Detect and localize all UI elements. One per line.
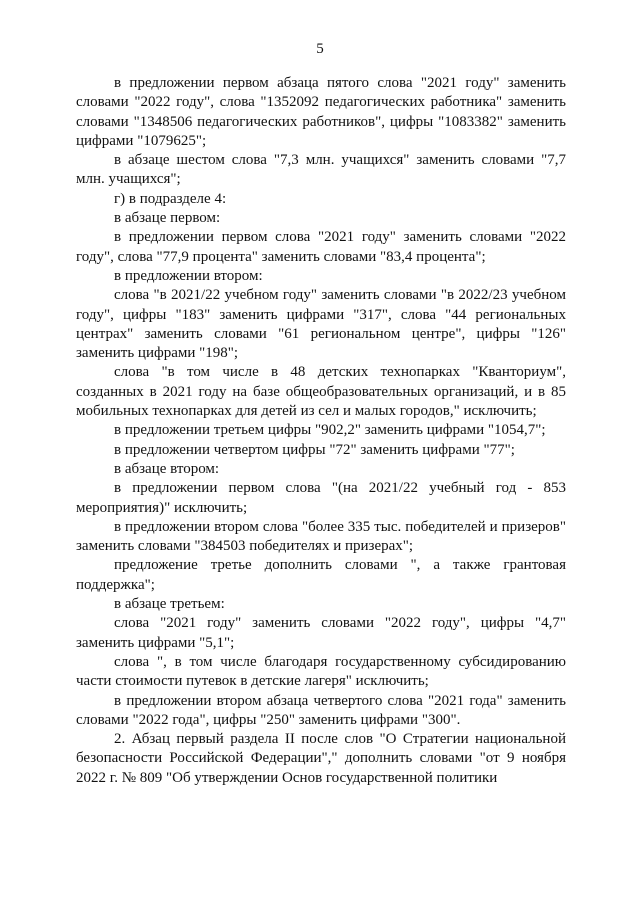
paragraph: в предложении втором абзаца четвертого слова "2021 года" заменить словами "2022 года", цифры "250" заменить цифрами "300".	[76, 692, 566, 728]
paragraph: в абзаце шестом слова "7,3 млн. учащихся" заменить словами "7,7 млн. учащихся";	[76, 152, 566, 188]
paragraph: в предложении первом слова "2021 году" заменить словами "2022 году", слова "77,9 процента" заменить словами "83,4 процента";	[76, 229, 566, 265]
paragraph: слова "в 2021/22 учебном году" заменить словами "в 2022/23 учебном году", цифры "183" заменить цифрами "317", слова "44 региональных центрах" заменить словами "61 региональном центре", цифры "126" заменить цифрами "198";	[76, 287, 566, 362]
paragraph: в предложении втором:	[114, 267, 263, 284]
paragraph: г) в подразделе 4:	[114, 190, 227, 207]
paragraph: слова ", в том числе благодаря государственному субсидированию части стоимости путевок в детские лагеря" исключить;	[76, 653, 566, 690]
paragraph: в предложении втором слова "более 335 тыс. победителей и призеров" заменить словами "384503 победителях и призерах";	[76, 518, 566, 555]
paragraph: в абзаце первом:	[114, 210, 221, 227]
paragraph: в предложении первом слова "(на 2021/22 учебный год - 853 мероприятия)" исключить;	[76, 480, 566, 516]
page-number: 5	[316, 41, 324, 57]
paragraph: слова "в том числе в 48 детских технопарках "Кванториум", созданных в 2021 году на базе общеобразовательных организаций, и в 85 мобильных технопарках для детей из сел и малых городов," исключить;	[76, 364, 566, 420]
paragraph: в абзаце третьем:	[114, 596, 225, 613]
paragraph: в предложении четвертом цифры "72" заменить цифрами "77";	[114, 441, 515, 458]
paragraph: в предложении первом абзаца пятого слова "2021 году" заменить словами "2022 году", слова "1352092 педагогических работника" заменить словами "1348506 педагогических работников", цифры "1083382" заменить цифрами "1079625";	[76, 75, 566, 149]
document-body	[76, 74, 566, 788]
paragraph: 2. Абзац первый раздела II после слов "О Стратегии национальной безопасности Российской Федерации"," дополнить словами "от 9 ноября 2022 г. № 809 "Об утверждении Основ государственной политики	[76, 731, 566, 786]
paragraph: в абзаце втором:	[114, 460, 220, 477]
paragraph: предложение третье дополнить словами ", а также грантовая поддержка";	[76, 557, 566, 593]
paragraph: слова "2021 году" заменить словами "2022 году", цифры "4,7" заменить цифрами "5,1";	[76, 615, 566, 651]
paragraph: в предложении третьем цифры "902,2" заменить цифрами "1054,7";	[114, 422, 546, 439]
